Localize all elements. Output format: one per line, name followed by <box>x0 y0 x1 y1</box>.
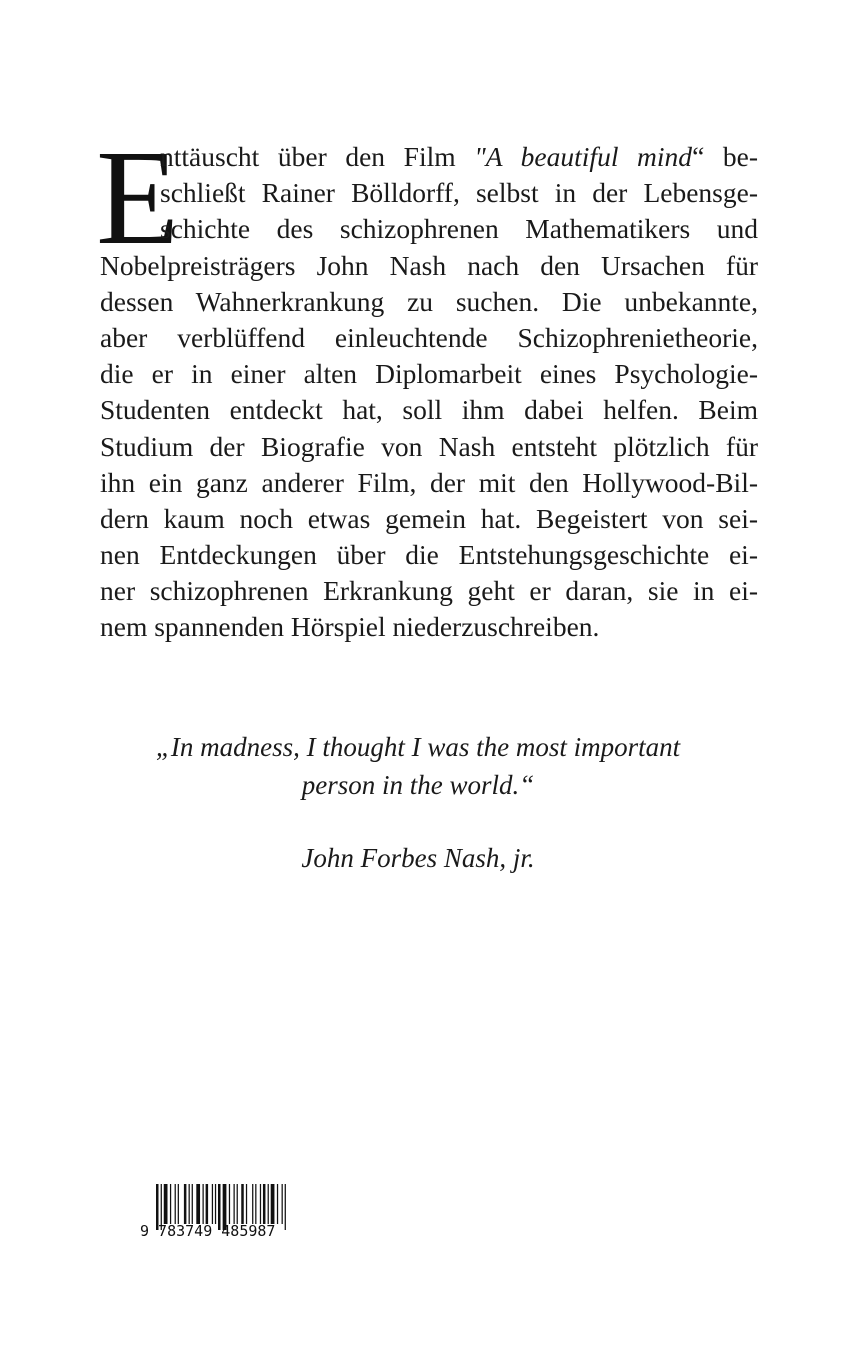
barcode-bar <box>252 1184 253 1224</box>
blurb-text-span: nen Entdeckungen über die Entstehungsgeschichte ei- <box>100 539 758 571</box>
blurb-text-span: die er in einer alten Diplomarbeit eines Psychologie- <box>100 358 758 390</box>
blurb-line <box>100 429 758 465</box>
barcode-bar <box>170 1184 171 1224</box>
barcode-bar <box>203 1184 204 1224</box>
quote-attribution: John Forbes Nash, jr. <box>301 843 535 873</box>
quote-line-2: person in the world.“ <box>301 770 535 800</box>
barcode-bar <box>184 1184 187 1224</box>
blurb-line <box>100 573 758 609</box>
barcode-bar <box>237 1184 238 1224</box>
blurb-line <box>100 501 758 537</box>
blurb-text-span: schließt Rainer Bölldorff, selbst in der Lebensge- <box>160 177 758 209</box>
barcode-bar <box>175 1184 176 1224</box>
blurb-line <box>100 139 758 175</box>
barcode-bar <box>277 1184 278 1224</box>
barcode-bar <box>268 1184 269 1224</box>
barcode-bar <box>196 1184 200 1224</box>
barcode-bar <box>212 1184 213 1224</box>
quote-line-1: „In madness, I thought I was the most important <box>155 732 681 762</box>
barcode-bar <box>271 1184 275 1224</box>
barcode-bar <box>234 1184 235 1224</box>
barcode-bar <box>206 1184 209 1224</box>
barcode-bar <box>164 1184 168 1224</box>
blurb-text-span: aber verblüffend einleuchtende Schizophrenietheorie, <box>100 321 758 353</box>
barcode-bar <box>282 1184 283 1224</box>
barcode-bar <box>189 1184 190 1224</box>
blurb-line <box>100 284 758 320</box>
barcode-bar <box>178 1184 179 1224</box>
barcode-bar <box>285 1184 286 1230</box>
barcode-bar <box>260 1184 261 1224</box>
blurb-text-span: nttäuscht über den Film <box>160 141 475 172</box>
blurb-line <box>100 465 758 501</box>
barcode-bar <box>246 1184 247 1224</box>
barcode-bar <box>241 1184 244 1224</box>
blurb-line <box>100 537 758 573</box>
blurb-text-span: nem spannenden Hörspiel niederzuschreiben. <box>100 611 600 643</box>
barcode-bar <box>229 1184 230 1224</box>
blurb-text-span: dessen Wahnerkrankung zu suchen. Die unbekannte, <box>100 285 758 317</box>
barcode-bar <box>263 1184 266 1224</box>
drop-cap: E <box>96 123 180 273</box>
blurb-line <box>100 211 758 247</box>
film-title: "A beautiful mind <box>474 141 693 172</box>
blurb-line <box>100 175 758 211</box>
blurb-text-span: “ be- <box>692 141 758 172</box>
isbn-digits: 9 783749 485987 <box>140 1222 276 1240</box>
barcode-bar <box>215 1184 216 1224</box>
barcode-bar <box>192 1184 193 1224</box>
blurb-text-span: Nobelpreisträgers John Nash nach den Ursachen für <box>100 249 758 281</box>
blurb-text-span: Studenten entdeckt hat, soll ihm dabei helfen. Beim <box>100 394 758 426</box>
blurb-line <box>100 320 758 356</box>
blurb-text-span: ner schizophrenen Erkrankung geht er daran, sie in ei- <box>100 575 758 607</box>
blurb-line <box>100 392 758 428</box>
blurb-text-span: Studium der Biografie von Nash entsteht plötzlich für <box>100 430 758 462</box>
blurb-text-span: dern kaum noch etwas gemein hat. Begeistert von sei- <box>100 502 758 534</box>
blurb-line <box>100 248 758 284</box>
blurb-text-span: ihn ein ganz anderer Film, der mit den Hollywood-Bil- <box>100 466 758 498</box>
blurb-line <box>100 609 758 645</box>
blurb-line <box>100 356 758 392</box>
blurb-text-span: schichte des schizophrenen Mathematikers und <box>160 213 758 245</box>
barcode-bar <box>255 1184 256 1224</box>
blurb-text <box>100 139 758 646</box>
